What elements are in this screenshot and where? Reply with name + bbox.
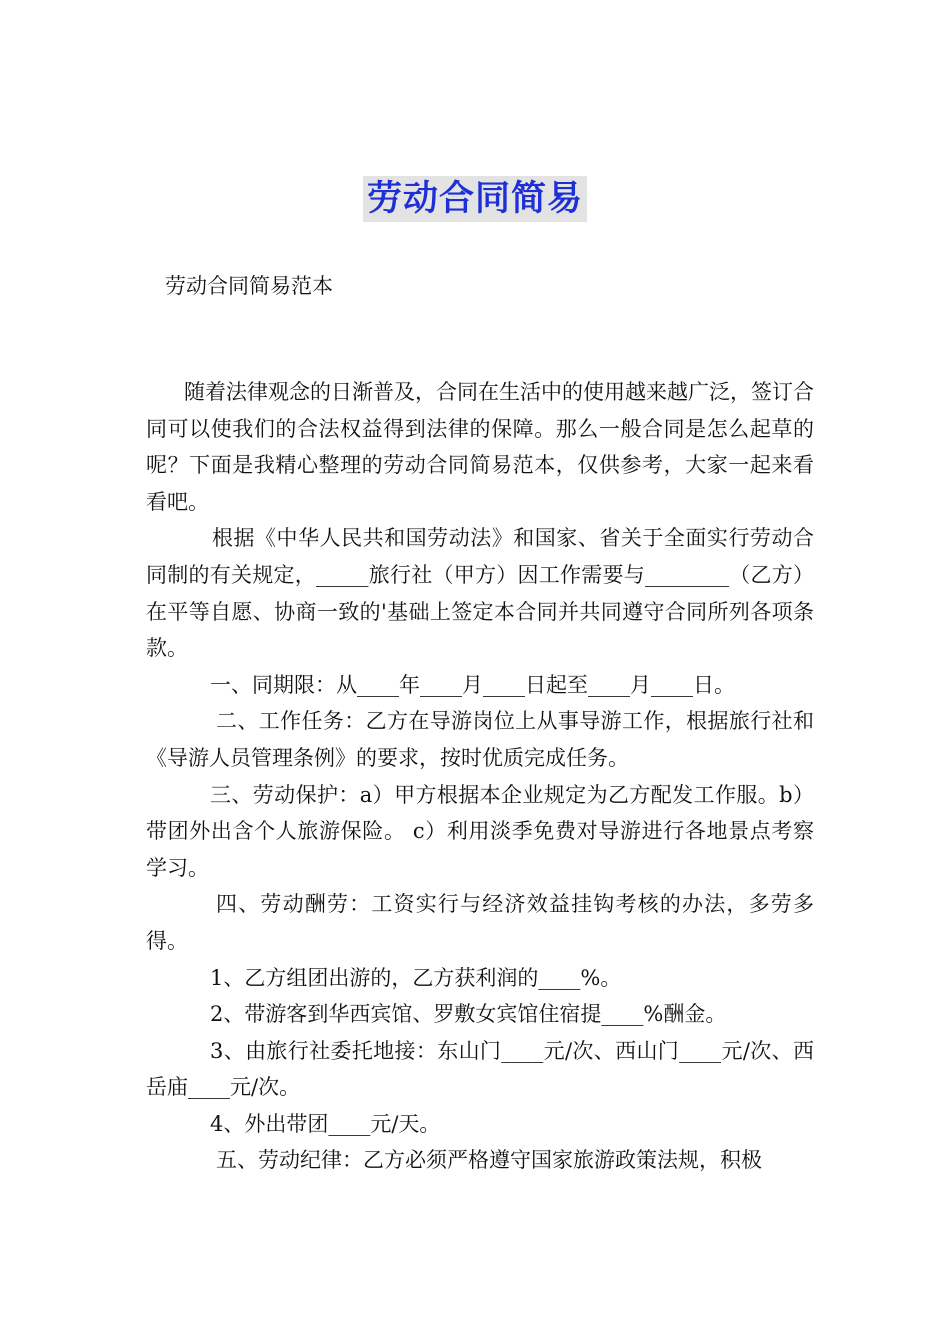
paragraph-pay-item-1: 1、乙方组团出游的，乙方获利润的____%。	[210, 965, 622, 990]
paragraph-clause-task: 二、工作任务：乙方在导游岗位上从事导游工作，根据旅行社和《导游人员管理条例》的要求，按时优质完成任务。	[146, 709, 814, 770]
paragraph-clause-pay: 四、劳动酬劳：工资实行与经济效益挂钩考核的办法，多劳多得。	[146, 892, 814, 953]
paragraph-pay-item-2: 2、带游客到华西宾馆、罗敷女宾馆住宿提____%酬金。	[210, 1002, 727, 1027]
paragraph-pay-item-4: 4、外出带团____元/天。	[210, 1111, 441, 1136]
document-title: 劳动合同简易	[363, 176, 587, 222]
paragraph-clause-term: 一、同期限：从____年____月____日起至____月____日。	[210, 672, 735, 697]
paragraph-intro: 随着法律观念的日渐普及，合同在生活中的使用越来越广泛，签订合同可以使我们的合法权益得到法律的保障。那么一般合同是怎么起草的呢？下面是我精心整理的劳动合同简易范本，仅供参考，大家一起来看看吧。	[146, 380, 814, 514]
paragraph-preamble: 根据《中华人民共和国劳动法》和国家、省关于全面实行劳动合同制的有关规定，_____旅行社（甲方）因工作需要与________（乙方）在平等自愿、协商一致的'基础上签定本合同并共同遵守合同所列各项条款。	[146, 526, 814, 661]
paragraph-pay-item-3: 3、由旅行社委托地接：东山门____元/次、西山门____元/次、西岳庙____元/次。	[146, 1038, 814, 1100]
paragraph-clause-protection: 三、劳动保护：a）甲方根据本企业规定为乙方配发工作服。b）带团外出含个人旅游保险。 c）利用淡季免费对导游进行各地景点考察学习。	[146, 782, 814, 880]
paragraph-clause-discipline: 五、劳动纪律：乙方必须严格遵守国家旅游政策法规，积极	[216, 1148, 762, 1173]
document-subtitle: 劳动合同简易范本	[165, 274, 333, 298]
title-container	[0, 176, 950, 222]
document-body	[146, 374, 814, 1179]
